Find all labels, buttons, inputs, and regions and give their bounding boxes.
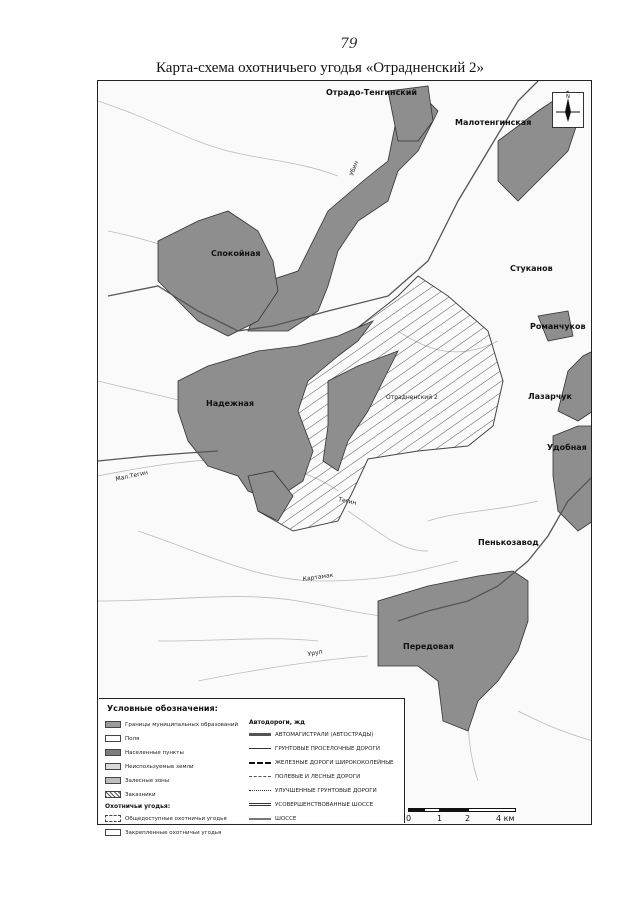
legend-road-item xyxy=(249,771,394,782)
legend-road-sample xyxy=(249,790,271,791)
legend-road-item xyxy=(249,743,394,754)
label-river-ubin: Убин xyxy=(348,160,361,177)
legend-label: Общедоступные охотничьи угодья xyxy=(125,815,227,822)
legend-road-item xyxy=(249,757,394,768)
legend-swatch xyxy=(105,735,121,742)
label-river-urup: Уруп xyxy=(307,648,324,658)
legend-road-item xyxy=(249,813,394,824)
legend-road-item xyxy=(249,729,394,740)
north-arrow-icon xyxy=(552,92,584,128)
legend-item xyxy=(105,813,238,824)
label-malotengin: Малотенгинская xyxy=(455,118,532,127)
legend-road-sample xyxy=(249,748,271,749)
page-number: 79 xyxy=(340,36,358,52)
area-udobnaya xyxy=(553,426,592,531)
legend-road-sample xyxy=(249,776,271,777)
legend-item xyxy=(105,789,238,800)
compass-letter: N xyxy=(566,94,570,100)
scale-segment xyxy=(468,808,516,812)
legend-road-sample xyxy=(249,733,271,736)
legend-label: Границы муниципальных образований xyxy=(125,721,239,728)
legend-label: ЖЕЛЕЗНЫЕ ДОРОГИ ШИРОКОКОЛЕЙНЫЕ xyxy=(275,759,394,766)
label-peredovaya: Передовая xyxy=(403,642,454,651)
legend-swatch xyxy=(105,777,121,784)
legend-item xyxy=(105,775,238,786)
legend-right-column xyxy=(249,719,394,827)
legend-left-column xyxy=(105,719,238,841)
label-spokoinaya: Спокойная xyxy=(211,249,261,258)
label-nadezhnaya: Надежная xyxy=(206,399,255,408)
legend-road-sample xyxy=(249,818,271,820)
label-romanchukov: Романчуков xyxy=(530,322,586,331)
legend-road-sample xyxy=(249,762,271,764)
scale-segment xyxy=(440,808,468,812)
legend-label: ГРУНТОВЫЕ ПРОСЕЛОЧНЫЕ ДОРОГИ xyxy=(275,745,380,752)
legend-label: Неиспользуемые земли xyxy=(125,763,194,770)
legend-label: ПОЛЕВЫЕ И ЛЕСНЫЕ ДОРОГИ xyxy=(275,773,361,780)
scale-tick: 2 xyxy=(465,814,471,823)
map-title: Карта-схема охотничьего угодья «Отрадненский 2» xyxy=(155,60,485,76)
legend-label: Закрепленные охотничьи угодья xyxy=(125,829,222,836)
legend-swatch xyxy=(105,815,121,822)
label-otradnensky2: Отрадненский 2 xyxy=(386,394,438,401)
area-lazarchuk xyxy=(558,351,592,421)
legend-swatch xyxy=(105,721,121,728)
legend-swatch xyxy=(105,763,121,770)
legend-item xyxy=(105,747,238,758)
scale-tick: 1 xyxy=(437,814,443,823)
legend-swatch xyxy=(105,749,121,756)
scale-bar xyxy=(408,808,518,824)
legend-item xyxy=(105,761,238,772)
legend-swatch xyxy=(105,829,121,836)
label-lazarchuk: Лазарчук xyxy=(528,392,572,401)
legend xyxy=(99,698,405,836)
scale-segment xyxy=(424,808,440,812)
legend-label: Заказники xyxy=(125,791,156,798)
label-otrado: Отрадо-Тенгинский xyxy=(326,88,417,97)
legend-title: Условные обозначения: xyxy=(107,704,218,713)
legend-label: ШОССЕ xyxy=(275,815,297,822)
label-river-kartamak: Картамак xyxy=(302,571,334,583)
legend-item xyxy=(105,719,238,730)
legend-item xyxy=(105,733,238,744)
legend-label: Залесные зоны xyxy=(125,777,170,784)
legend-label: УСОВЕРШЕНСТВОВАННЫЕ ШОССЕ xyxy=(275,801,374,808)
label-stukanov: Стуканов xyxy=(510,264,553,273)
legend-roads-header: Автодороги, жд xyxy=(249,719,305,726)
scale-tick: 0 xyxy=(406,814,412,823)
legend-label: УЛУЧШЕННЫЕ ГРУНТОВЫЕ ДОРОГИ xyxy=(275,787,377,794)
label-penkozavod: Пенькозавод xyxy=(478,538,539,547)
scale-tick: 4 км xyxy=(496,814,515,823)
label-river-mal-tegin: Мал.Тегин xyxy=(114,469,149,483)
legend-road-sample xyxy=(249,803,271,806)
legend-item xyxy=(105,827,238,838)
legend-road-item xyxy=(249,785,394,796)
legend-swatch xyxy=(105,791,121,798)
legend-hunting-header: Охотничьи угодья: xyxy=(105,803,171,810)
legend-label: АВТОМАГИСТРАЛИ (АВТОСТРАДЫ) xyxy=(275,731,374,738)
label-river-tegin: Тегин xyxy=(337,496,357,507)
legend-road-item xyxy=(249,799,394,810)
legend-label: Населенные пункты xyxy=(125,749,184,756)
legend-label: Поля xyxy=(125,735,140,742)
area-spokoinaya xyxy=(158,211,278,336)
label-udobnaya: Удобная xyxy=(547,443,587,452)
scale-segment xyxy=(408,808,424,812)
